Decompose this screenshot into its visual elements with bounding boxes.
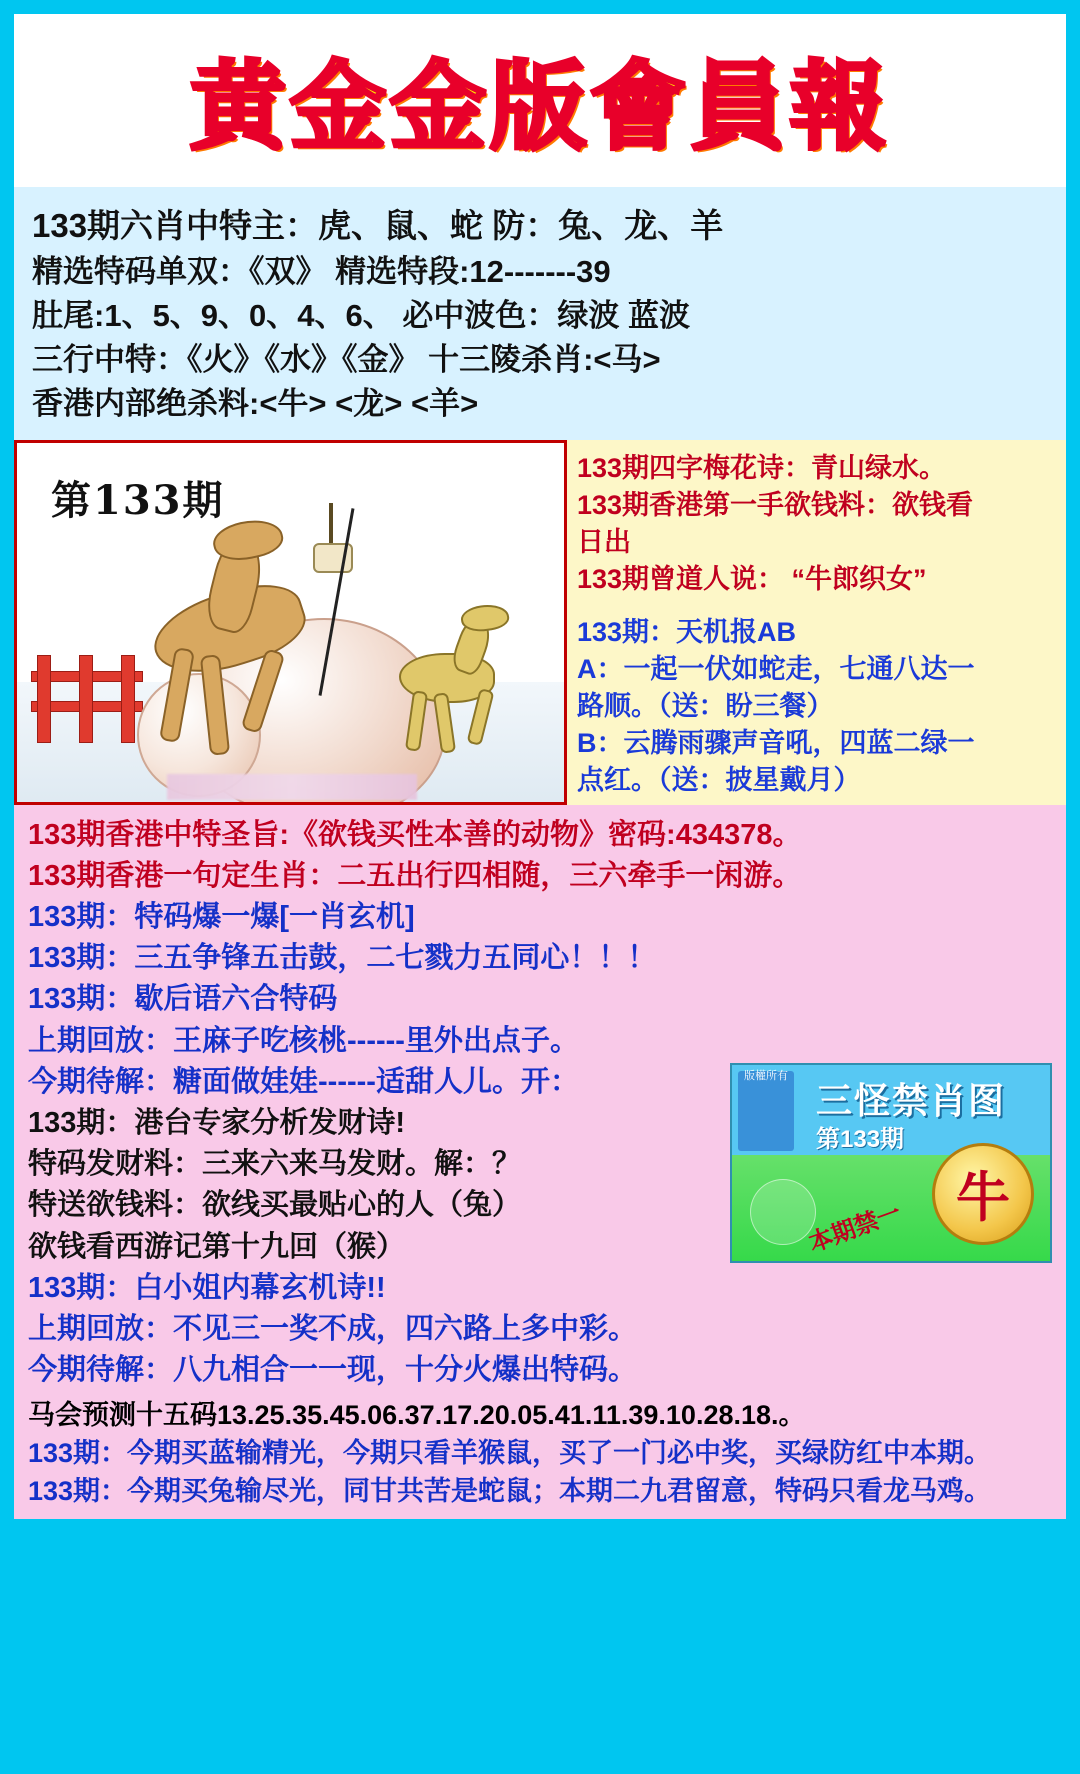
zodiac-badge	[730, 1063, 1052, 1263]
yellow-line-blue: B：云腾雨骤声音吼，四蓝二绿一	[577, 727, 975, 758]
badge-animal-circle	[932, 1143, 1034, 1245]
illustration-panel	[14, 440, 567, 805]
pink-line: 特送欲钱料：欲线买最贴心的人（兔）	[28, 1189, 522, 1222]
pink-line: 133期香港一句定生肖：二五出行四相随，三六牵手一闲游。	[28, 859, 802, 892]
yellow-line: 133期香港第一手欲钱料：欲钱看	[577, 489, 974, 520]
info-line: 精选特码单双：《双》 精选特段:12-------39	[32, 253, 611, 289]
pink-line: 133期：特码爆一爆[一肖玄机]	[28, 901, 415, 934]
bottom-block	[14, 1397, 1066, 1518]
pink-line: 133期：三五争锋五击鼓，二七戮力五同心！！！	[28, 942, 657, 975]
title-banner	[14, 14, 1066, 184]
middle-row	[14, 440, 1066, 805]
bottom-line: 133期：今期买蓝输精光，今期只看羊猴鼠，买了一门必中奖，买绿防红中本期。	[28, 1437, 992, 1468]
badge-subtitle: 第133期	[816, 1125, 905, 1153]
issue-label: 第133期	[51, 476, 225, 524]
yellow-line: 133期四字梅花诗：青山绿水。	[577, 452, 947, 483]
page-title: 黄金金版會員報	[190, 50, 890, 163]
pink-line: 133期：白小姐内幕玄机诗!!	[28, 1271, 386, 1304]
badge-title: 三怪禁肖图	[816, 1079, 1007, 1121]
yellow-line-blue: 点红。（送：披星戴月）	[577, 764, 861, 795]
blurred-watermark	[167, 774, 417, 800]
fence-icon	[31, 655, 141, 741]
yellow-panel	[567, 440, 1066, 805]
pink-line: 上期回放：王麻子吃核桃------里外出点子。	[28, 1024, 579, 1057]
yellow-line-blue: A：一起一伏如蛇走，七通八达一	[577, 653, 975, 684]
pink-line: 特码发财料：三来六来马发财。解：？	[28, 1148, 522, 1181]
pink-line: 上期回放：不见三一奖不成，四六路上多中彩。	[28, 1312, 638, 1345]
bottom-line: 133期：今期买兔输尽光，同甘共苦是蛇鼠；本期二九君留意，特码只看龙马鸡。	[28, 1475, 992, 1506]
badge-watermark-box	[738, 1071, 794, 1151]
info-block	[14, 184, 1066, 440]
info-line: 香港内部绝杀料:<牛> <龙> <羊>	[32, 385, 479, 421]
pink-line: 今期待解：八九相合一一现，十分火爆出特码。	[28, 1354, 638, 1387]
info-line: 133期六肖中特主：虎、鼠、蛇 防：兔、龙、羊	[32, 207, 724, 244]
yellow-line: 133期曾道人说： “牛郎织女”	[577, 563, 927, 594]
pink-line: 今期待解：糖面做娃娃------适甜人儿。开：	[28, 1065, 579, 1098]
yellow-line: 日出	[577, 526, 631, 557]
badge-copyright-label: 版權所有	[744, 1069, 788, 1082]
info-line: 肚尾:1、5、9、0、4、6、 必中波色：绿波 蓝波	[32, 297, 690, 333]
pink-content-block	[14, 805, 1066, 1397]
pink-line: 133期：港台专家分析发财诗!	[28, 1106, 406, 1139]
spacer	[577, 598, 1058, 614]
yellow-line-blue: 路顺。（送：盼三餐）	[577, 690, 834, 721]
pink-line: 133期香港中特圣旨:《欲钱买性本善的动物》密码:434378。	[28, 818, 802, 851]
badge-diagonal-label: 本期禁一	[805, 1198, 905, 1258]
info-line: 三行中特：《火》《水》《金》 十三陵杀肖:<马>	[32, 341, 661, 377]
pink-line: 欲钱看西游记第十九回（猴）	[28, 1230, 406, 1263]
prediction-line: 马会预测十五码13.25.35.45.06.37.17.20.05.41.11.39.10.28.18.。	[28, 1400, 806, 1431]
badge-animal-text: 牛	[956, 1165, 1010, 1230]
pink-line: 133期：歇后语六合特码	[28, 983, 338, 1016]
yellow-line-blue: 133期：天机报AB	[577, 616, 797, 647]
